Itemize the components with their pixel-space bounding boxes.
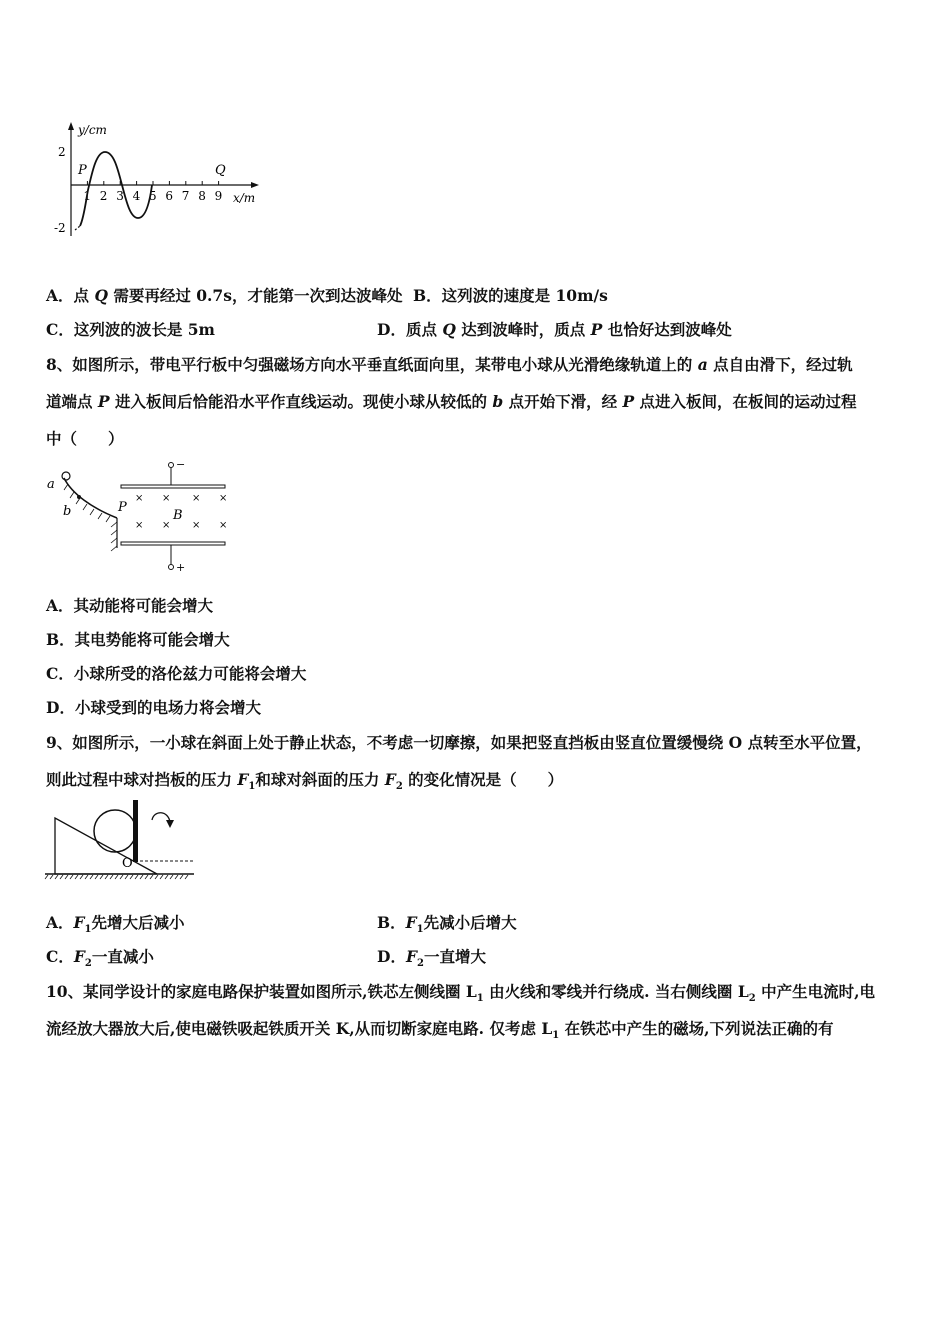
x-tick-label: 7 [181,189,190,203]
label-p: P [118,500,127,515]
q9-figure [42,798,202,883]
x-tick-label: 2 [99,189,108,203]
q8-option-c: C．小球所受的洛伦兹力可能将会增大 [46,664,307,683]
x-tick-label: 6 [165,189,174,203]
q9-stem-line-2: 则此过程中球对挡板的压力 $F_1$和球对斜面的压力 $F_2$ 的变化情况是（ ） [46,770,564,793]
q8-option-d: D．小球受到的电场力将会增大 [46,698,261,717]
q8-stem-line-2: 道端点 P 进入板间后恰能沿水平作直线运动。现使小球从较低的 b 点开始下滑，经 P 点进入板间，在板间的运动过程 [46,392,857,411]
ball-icon [94,810,136,852]
q8-stem-line-3: 中（ ） [46,429,124,448]
x-tick-label: 1 [83,189,92,203]
field-cross: × [162,493,171,504]
ball-icon [62,472,70,480]
x-tick-label: 9 [214,189,223,203]
label-a: a [47,477,55,492]
q9-option-c: C．$F_2$一直减小 [46,947,154,970]
q10-stem-line-1: 10、某同学设计的家庭电路保护装置如图所示,铁芯左侧线圈 $L_1$ 由火线和零线并行绕成. 当右侧线圈 $L_2$ 中产生电流时,电 [46,982,875,1005]
field-cross: × [219,493,228,504]
wave-figure [40,118,280,248]
q8-stem-line-1: 8、如图所示，带电平行板中匀强磁场方向水平垂直纸面向里，某带电小球从光滑绝缘轨道上的 a 点自由滑下，经过轨 [46,355,853,374]
label-o: O [122,856,133,871]
minus-terminal: − [176,458,186,471]
q7-option-c: C．这列波的波长是 5m [46,320,215,339]
field-cross: × [135,493,144,504]
plus-terminal: + [176,561,186,574]
field-cross: × [162,520,171,531]
label-b-field: B [173,508,183,523]
q8-figure [42,456,242,576]
q8-option-a: A．其动能将可能会增大 [46,596,214,615]
field-cross: × [192,493,201,504]
q7-option-d: D．质点 Q 达到波峰时，质点 P 也恰好达到波峰处 [377,320,732,339]
x-tick-label: 3 [116,189,124,203]
q8-option-b: B．其电势能将可能会增大 [46,630,230,649]
x-axis-label: x/m [233,191,256,205]
y-tick-2: 2 [58,145,66,159]
q9-option-d: D．$F_2$一直增大 [377,947,486,970]
field-cross: × [192,520,201,531]
q9-option-a: A．$F_1$先增大后减小 [46,913,185,936]
x-tick-label: 4 [132,189,141,203]
point-q-label: Q [215,163,226,178]
q9-stem-line-1: 9、如图所示，一小球在斜面上处于静止状态，不考虑一切摩擦，如果把竖直挡板由竖直位置缓慢绕 O 点转至水平位置， [46,733,872,752]
point-p-label: P [78,163,87,178]
field-cross: × [135,520,144,531]
x-tick-label: 5 [149,189,157,203]
x-tick-label: 8 [198,189,206,203]
y-tick-neg2: -2 [54,221,66,235]
label-b: b [63,504,72,519]
y-axis-label: y/cm [78,123,107,137]
field-cross: × [219,520,228,531]
q7-option-b: B．这列波的速度是 10m/s [413,286,608,305]
q7-option-a: A．点 Q 需要再经过 0.7s，才能第一次到达波峰处 [46,286,403,305]
q9-option-b: B．$F_1$先减小后增大 [377,913,517,936]
q10-stem-line-2: 流经放大器放大后,使电磁铁吸起铁质开关 K,从而切断家庭电路. 仅考虑 $L_1$ 在铁芯中产生的磁场,下列说法正确的有 [46,1019,834,1042]
